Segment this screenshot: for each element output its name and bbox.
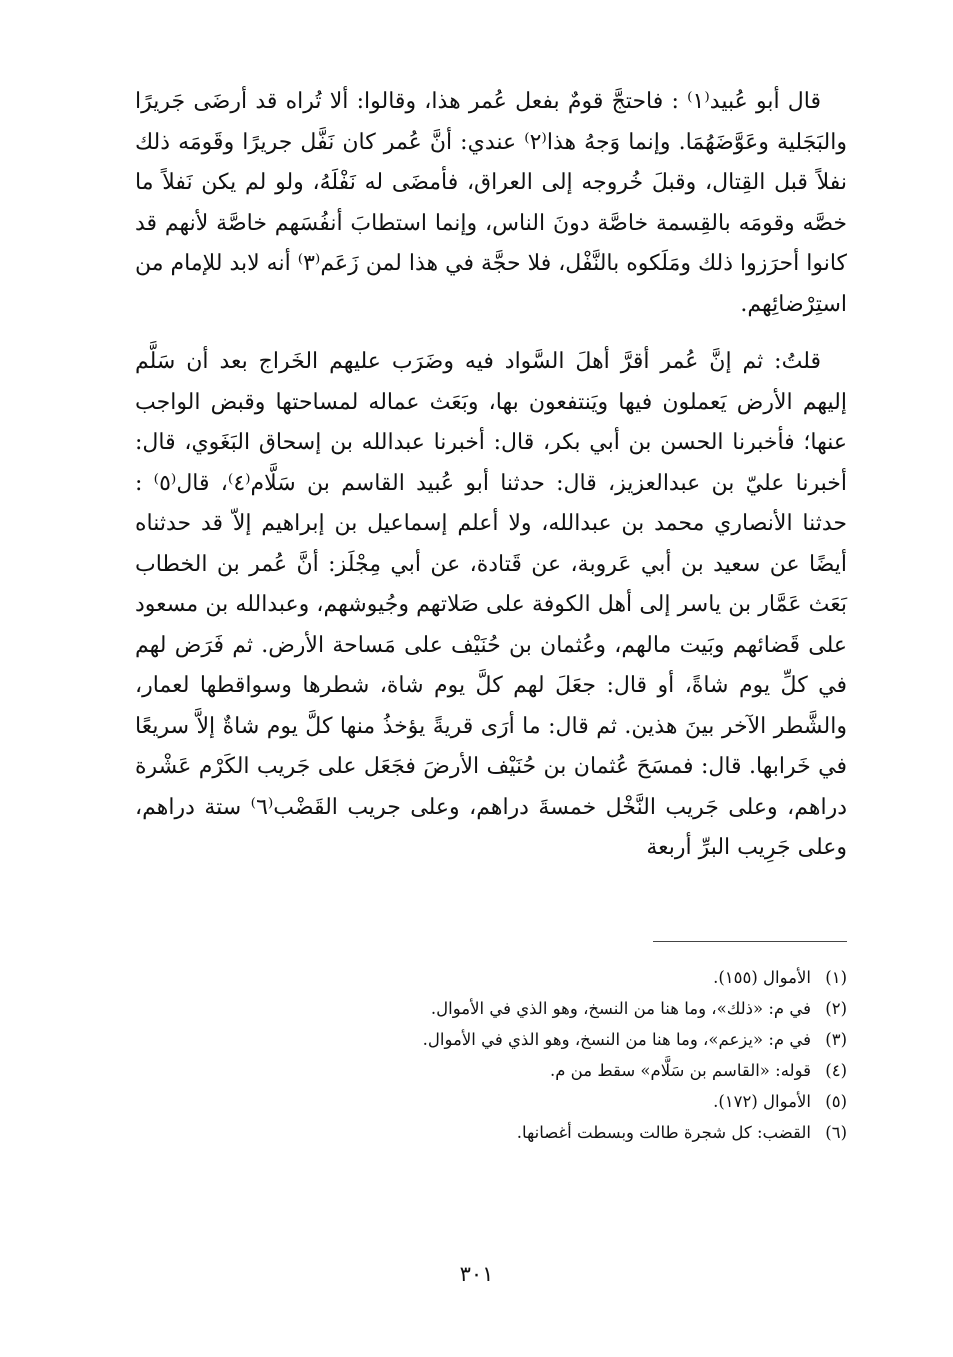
footnote-2 <box>200 993 847 1024</box>
footnote-text: الأموال (١٥٥). <box>713 968 811 987</box>
footnote-text: الأموال (١٧٢). <box>713 1092 811 1111</box>
footnote-text: القضب: كل شجرة طالت وبسطت أغصانها. <box>516 1123 811 1142</box>
footnotes <box>200 962 847 1148</box>
footnote-6 <box>200 1117 847 1148</box>
footnote-text: في م: «ذلك»، وما هنا من النسخ، وهو الذي في الأموال. <box>430 999 811 1018</box>
footnote-4 <box>200 1055 847 1086</box>
footnote-number: (٥) <box>825 1092 847 1111</box>
footnote-number: (٤) <box>825 1061 847 1080</box>
page-number: ٣٠١ <box>459 1262 494 1286</box>
footnote-text: في م: «يزعم»، وما هنا من النسخ، وهو الذي في الأموال. <box>422 1030 811 1049</box>
footnote-number: (٣) <box>825 1030 847 1049</box>
footnote-1 <box>200 962 847 993</box>
footnote-text: قوله: «القاسم بن سَلَّام» سقط من م. <box>549 1061 811 1080</box>
footnote-number: (١) <box>825 968 847 987</box>
footnote-number: (٦) <box>825 1123 847 1142</box>
footnote-3 <box>200 1024 847 1055</box>
paragraph-2: قلتُ: ثم إنَّ عُمر أقرَّ أهلَ السَّواد فيه وضَرَب عليهم الخَراج بعد أن سَلَّم إليهم الأرض يَعملون فيها ويَنتفعون بها، وبَعَث عماله لمساحتها وقبض الواجب عنها؛ فأخبرنا الحسن بن أبي بكر، قال: أخبرنا عبدالله بن إسحاق البَغَوي، قال: أخبرنا عليّ بن عبدالعزيز، قال: حدثنا أبو عُبيد القاسم بن سَلَّام⁽٤⁾، قال⁽٥⁾ : حدثنا الأنصاري محمد بن عبدالله، ولا أعلم إسماعيل بن إبراهيم إلاّ قد حدثناه أيضًا عن سعيد بن أبي عَروبة، عن قَتادة، عن أبي مِجْلَز: أنَّ عُمر بن الخطاب بَعَث عَمَّار بن ياسر إلى أهل الكوفة على صَلاتهم وجُيوشهم، وعبدالله بن مسعود على قَضائهم وبَيت مالهم، وعُثمان بن حُنَيْف على مَساحة الأرض. ثم فَرَض لهم في كلِّ يوم شاةً، أو قال: جعَلَ لهم كلَّ يوم شاة، شطرها وسواقطها لعمار، والشَّطر الآخر بينَ هذين. ثم قال: ما أرَى قريةً يؤخذُ منها كلَّ يوم شاةٌ إلاَّ سريعًا في خَرابها. قال: فمسَحَ عُثمان بن حُنَيْف الأرضَ فجَعَل على جَريب الكَرْم عَشْرة دراهم، وعلى جَريب النَّخْل خمسةَ دراهم، وعلى جريب القَضْب⁽٦⁾ ستة دراهم، وعلى جَرِيب البرِّ أربعة <box>135 349 848 860</box>
footnote-number: (٢) <box>825 999 847 1018</box>
footnote-separator <box>653 941 847 942</box>
footnote-5 <box>200 1086 847 1117</box>
paragraph-1: قال أبو عُبيد⁽١⁾ : فاحتجَّ قومٌ بفعل عُمر هذا، وقالوا: ألا تُراه قد أرضَى جَريرًا والبَجَلية وعَوَّضَهُمَا. وإنما وَجهُ هذا⁽٢⁾ عندي: أنَّ عُمر كان نَفَّل جريرًا وقَومَه ذلك نفلاً قبل القِتال، وقبلَ خُروجه إلى العراق، فأمضَى له نَفْلَهُ، ولو لم يكن نَفلاً ما خصَّه وقومَه بالقِسمة خاصَّة دونَ الناس، وإنما استطابَ أنفُسَهم خاصَّة لأنهم قد كانوا أحرَزوا ذلك ومَلَكوه بالنَّفْل، فلا حجَّة في هذا لمن زَعَم⁽٣⁾ أنه لابد للإمام من استِرْضائِهم. <box>135 89 847 317</box>
main-text-block <box>135 82 847 869</box>
